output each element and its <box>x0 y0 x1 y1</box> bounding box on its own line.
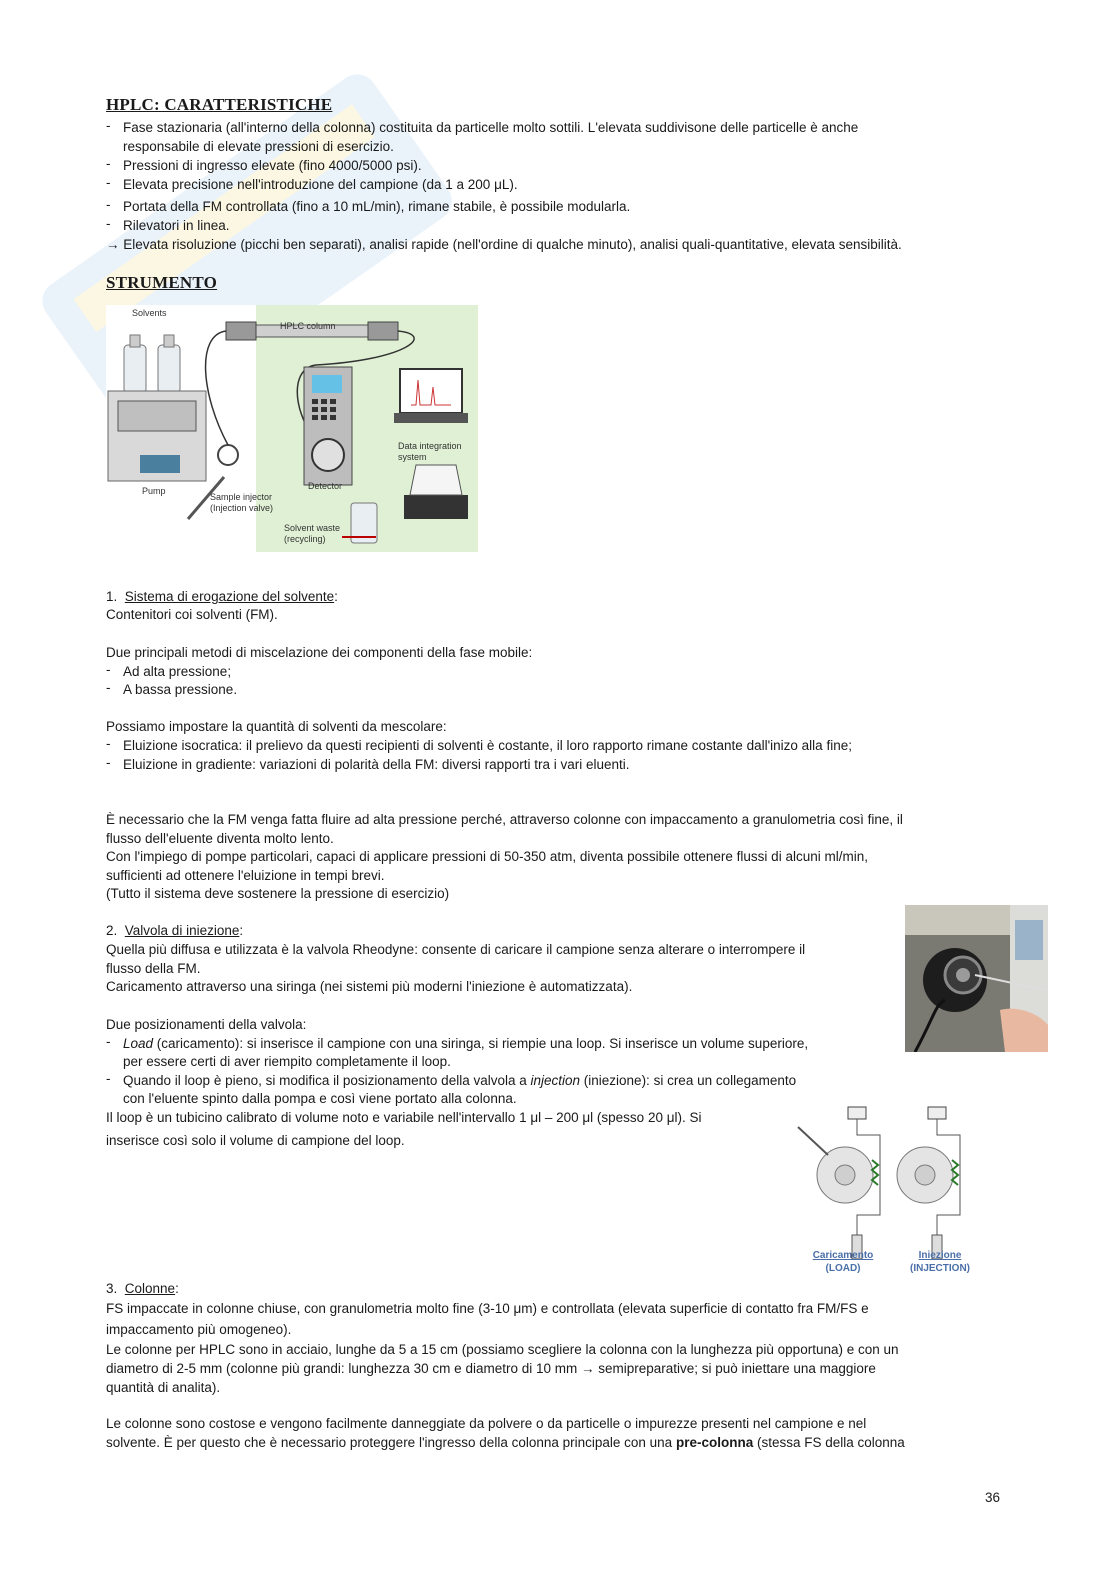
paragraph-line: flusso della FM. <box>106 961 201 976</box>
bullet-text <box>123 1034 808 1053</box>
bullet-dash: - <box>106 197 111 212</box>
bullet-text: Fase stazionaria (all'interno della colonna) costituita da particelle molto sottili. L'elevata suddivisone delle particelle è anche <box>123 120 859 135</box>
paragraph-line: Le colonne sono costose e vengono facilmente danneggiate da polvere o da particelle o impurezze presenti nel campione e nel <box>106 1416 867 1431</box>
paragraph-line: Caricamento attraverso una siringa (nei sistemi più moderni l'iniezione è automatizzata). <box>106 979 633 994</box>
paragraph-line: impaccamento più omogeneo). <box>106 1322 292 1337</box>
label-pump: Pump <box>142 486 166 496</box>
term-pre-colonna: pre-colonna <box>675 1435 754 1450</box>
page-number: 36 <box>985 1490 1001 1505</box>
paragraph-line: Due principali metodi di miscelazione dei componenti della fase mobile: <box>106 645 533 660</box>
text-span: (stessa FS della colonna <box>753 1435 905 1450</box>
bullet-text: Pressioni di ingresso elevate (fino 4000/5000 psi). <box>123 158 422 173</box>
bullet-dash: - <box>106 755 111 770</box>
paragraph-line: quantità di analita). <box>106 1380 221 1395</box>
bullet-dash: - <box>106 118 111 133</box>
item2-number: 2. <box>106 923 118 938</box>
caption-injection-en: (INJECTION) <box>910 1263 970 1274</box>
bullet-text: Eluizione isocratica: il prelievo da questi recipienti di solventi è costante, il loro rapporto rimane costante dall'inizo alla fine; <box>123 738 852 753</box>
label-injector: Sample injector <box>210 492 273 502</box>
item3-title: Colonne <box>124 1281 176 1296</box>
item3-number: 3. <box>106 1281 118 1296</box>
bullet-text <box>123 1071 796 1090</box>
paragraph-line: Possiamo impostare la quantità di solventi da mescolare: <box>106 719 447 734</box>
bullet-dash: - <box>106 662 111 677</box>
paragraph-line: FS impaccate in colonne chiuse, con granulometria molto fine (3-10 μm) e controllata (elevata superficie di contatto fra FM/FS e <box>106 1301 869 1316</box>
label-data: Data integration <box>398 441 462 451</box>
label-solvents: Solvents <box>132 308 167 318</box>
bullet-dash: - <box>106 680 111 695</box>
item2-heading <box>106 921 243 940</box>
bullet-text-cont: con l'eluente spinto dalla pompa e così viene portato alla colonna. <box>123 1091 517 1106</box>
term-injection: injection <box>530 1073 581 1088</box>
bullet-dash: - <box>106 736 111 751</box>
paragraph-line: inserisce così solo il volume di campione del loop. <box>106 1133 405 1148</box>
paragraph-line: sufficienti ad ottenere l'eluizione in tempi brevi. <box>106 868 385 883</box>
term-load: Load <box>123 1036 154 1051</box>
bullet-text: Rilevatori in linea. <box>123 218 230 233</box>
item2-colon: : <box>239 923 244 938</box>
item3-colon: : <box>175 1281 179 1296</box>
bullet-text: Elevata precisione nell'introduzione del campione (da 1 a 200 μL). <box>123 177 518 192</box>
bullet-text-rest: (iniezione): si crea un collegamento <box>580 1073 797 1088</box>
valve-positions-diagram <box>790 1105 982 1277</box>
paragraph-line: Con l'impiego di pompe particolari, capaci di applicare pressioni di 50-350 atm, diventa possibile ottenere flussi di alcuni ml/min, <box>106 849 868 864</box>
label-waste2: (recycling) <box>284 534 326 544</box>
bullet-text: Eluizione in gradiente: variazioni di polarità della FM: diversi rapporti tra i vari eluenti. <box>123 757 630 772</box>
item2-title: Valvola di iniezione <box>124 923 240 938</box>
item1-number: 1. <box>106 589 118 604</box>
bullet-text-cont: responsabile di elevate pressioni di esercizio. <box>123 139 394 154</box>
bullet-text: A bassa pressione. <box>123 682 238 697</box>
bullet-dash: - <box>106 156 111 171</box>
bullet-dash: - <box>106 216 111 231</box>
caption-injection: Iniezione <box>918 1250 962 1261</box>
bullet-dash: - <box>106 175 111 190</box>
paragraph-line: diametro di 2-5 mm (colonne più grandi: lunghezza 30 cm e diametro di 10 mm → semipreparative; si può iniettare una maggiore <box>106 1361 876 1376</box>
bullet-text: Ad alta pressione; <box>123 664 232 679</box>
bullet-text-cont: per essere certi di aver riempito completamente il loop. <box>123 1054 451 1069</box>
paragraph-line: Il loop è un tubicino calibrato di volume noto e variabile nell'intervallo 1 μl – 200 μl (spesso 20 μl). Si <box>106 1110 702 1125</box>
section-title-strumento: STRUMENTO <box>106 273 218 292</box>
label-injector2: (Injection valve) <box>210 503 274 513</box>
paragraph-line: (Tutto il sistema deve sostenere la pressione di esercizio) <box>106 886 450 901</box>
hplc-diagram <box>106 305 478 552</box>
paragraph-line <box>106 1433 905 1452</box>
caption-load: Caricamento <box>812 1250 874 1261</box>
paragraph-line: flusso dell'eluente diventa molto lento. <box>106 831 334 846</box>
item3-heading <box>106 1279 179 1298</box>
paragraph-line: È necessario che la FM venga fatta fluire ad alta pressione perché, attraverso colonne con impaccamento a granulometria così fine, il <box>106 812 903 827</box>
paragraph-line: Le colonne per HPLC sono in acciaio, lunghe da 5 a 15 cm (possiamo scegliere la colonna con la lunghezza più opportuna) e con un <box>106 1342 899 1357</box>
rheodyne-valve-photo <box>905 905 1048 1052</box>
label-data2: system <box>398 452 427 462</box>
bullet-text-start: Quando il loop è pieno, si modifica il posizionamento della valvola a <box>123 1073 531 1088</box>
conclusion-line: → Elevata risoluzione (picchi ben separati), analisi rapide (nell'ordine di qualche minuto), analisi quali-quantitative, elevata sensibilità. <box>106 237 902 252</box>
section-title-hplc: HPLC: CARATTERISTICHE <box>106 95 333 114</box>
bullet-text: Portata della FM controllata (fino a 10 mL/min), rimane stabile, è possibile modularla. <box>123 199 631 214</box>
item1-heading <box>106 587 338 606</box>
caption-load-en: (LOAD) <box>825 1263 861 1274</box>
label-waste: Solvent waste <box>284 523 341 533</box>
text-span: solvente. È per questo che è necessario proteggere l'ingresso della colonna principale con una <box>106 1435 676 1450</box>
paragraph-line: Contenitori coi solventi (FM). <box>106 607 278 622</box>
label-detector: Detector <box>308 481 343 491</box>
paragraph-line: Quella più diffusa e utilizzata è la valvola Rheodyne: consente di caricare il campione senza alterare o interrompere il <box>106 942 806 957</box>
bullet-text-rest: (caricamento): si inserisce il campione con una siringa, si riempie una loop. Si inserisce un volume superiore, <box>153 1036 809 1051</box>
bullet-dash: - <box>106 1071 111 1086</box>
item1-colon: : <box>334 589 338 604</box>
bullet-dash: - <box>106 1034 111 1049</box>
label-column: HPLC column <box>280 321 336 331</box>
item1-title: Sistema di erogazione del solvente <box>124 589 335 604</box>
paragraph-line: Due posizionamenti della valvola: <box>106 1017 307 1032</box>
